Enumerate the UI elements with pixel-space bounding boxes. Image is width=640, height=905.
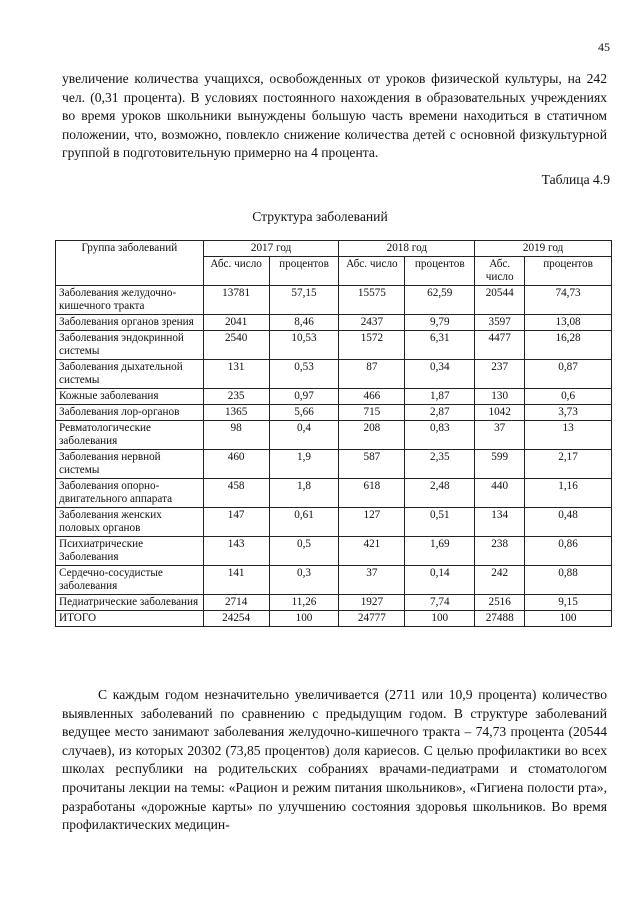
row-disease-name: Сердечно-сосудистые заболевания: [56, 566, 204, 595]
disease-structure-table: [55, 240, 612, 627]
row-value-cell: 16,28: [525, 331, 612, 360]
row-value-cell: 37: [475, 421, 525, 450]
row-value-cell: 238: [475, 537, 525, 566]
row-value-cell: 0,88: [525, 566, 612, 595]
row-disease-name: Заболевания нервной системы: [56, 450, 204, 479]
row-value-cell: 0,53: [269, 360, 339, 389]
row-disease-name: Заболевания женских половых органов: [56, 508, 204, 537]
header-year-2018: 2018 год: [339, 241, 475, 257]
row-value-cell: 134: [475, 508, 525, 537]
row-value-cell: 9,15: [525, 595, 612, 611]
row-value-cell: 2,48: [405, 479, 475, 508]
row-value-cell: 10,53: [269, 331, 339, 360]
row-value-cell: 15575: [339, 286, 405, 315]
row-value-cell: 1927: [339, 595, 405, 611]
table-row: [56, 611, 612, 627]
row-value-cell: 0,6: [525, 389, 612, 405]
table-header-row-years: [56, 241, 612, 257]
row-value-cell: 1,69: [405, 537, 475, 566]
header-year-2017: 2017 год: [203, 241, 339, 257]
row-disease-name: Заболевания дыхательной системы: [56, 360, 204, 389]
row-value-cell: 460: [203, 450, 269, 479]
row-value-cell: 2516: [475, 595, 525, 611]
row-value-cell: 2041: [203, 315, 269, 331]
row-disease-name: Кожные заболевания: [56, 389, 204, 405]
row-value-cell: 3597: [475, 315, 525, 331]
row-value-cell: 2,35: [405, 450, 475, 479]
row-value-cell: 130: [475, 389, 525, 405]
row-value-cell: 57,15: [269, 286, 339, 315]
row-disease-name: ИТОГО: [56, 611, 204, 627]
table-row: [56, 508, 612, 537]
row-value-cell: 127: [339, 508, 405, 537]
paragraph-bottom: С каждым годом незначительно увеличивается (2711 или 10,9 процента) количество выявленных заболеваний по сравнению с предыдущим годом. В структуре заболеваний ведущее место занимают заболевания желудочно-кишечного тракта – 74,73 процента (20544 случаев), из которых 20302 (73,85 процентов) доля кариесов. С целью профилактики во всех школах республики на родительских собраниях врачами-педиатрами и стоматологом прочитаны лекции на темы: «Рацион и режим питания школьников», «Гигиена полости рта», разработаны «дорожные карты» по улучшению состояния здоровья школьников. Во время профилактических медицин-: [62, 687, 607, 833]
row-value-cell: 13781: [203, 286, 269, 315]
row-value-cell: 6,31: [405, 331, 475, 360]
row-value-cell: 0,5: [269, 537, 339, 566]
row-value-cell: 24777: [339, 611, 405, 627]
row-value-cell: 0,51: [405, 508, 475, 537]
row-value-cell: 9,79: [405, 315, 475, 331]
row-value-cell: 599: [475, 450, 525, 479]
table-row: [56, 286, 612, 315]
table-row: [56, 360, 612, 389]
row-value-cell: 1,87: [405, 389, 475, 405]
row-value-cell: 20544: [475, 286, 525, 315]
row-value-cell: 100: [405, 611, 475, 627]
row-disease-name: Заболевания эндокринной системы: [56, 331, 204, 360]
row-value-cell: 2437: [339, 315, 405, 331]
row-value-cell: 24254: [203, 611, 269, 627]
row-value-cell: 0,4: [269, 421, 339, 450]
row-value-cell: 421: [339, 537, 405, 566]
row-value-cell: 440: [475, 479, 525, 508]
row-value-cell: 5,66: [269, 405, 339, 421]
header-pct-2019: процентов: [525, 257, 612, 286]
row-value-cell: 0,34: [405, 360, 475, 389]
header-abs-2018: Абс. число: [339, 257, 405, 286]
row-value-cell: 7,74: [405, 595, 475, 611]
table-title: Структура заболеваний: [252, 209, 388, 224]
row-value-cell: 0,97: [269, 389, 339, 405]
row-value-cell: 3,73: [525, 405, 612, 421]
row-value-cell: 618: [339, 479, 405, 508]
table-row: [56, 566, 612, 595]
header-abs-2019: Абс. число: [475, 257, 525, 286]
row-value-cell: 208: [339, 421, 405, 450]
paragraph-top: увеличение количества учащихся, освобожденных от уроков физической культуры, на 242 чел. (0,31 процента). В условиях постоянного нахождения в образовательных учреждениях во время уроков школьники вынуждены большую часть времени находиться в статичном положении, что, возможно, повлекло снижение количества детей с основной физкультурной группой в подготовительную примерно на 4 процента.: [62, 71, 607, 161]
row-value-cell: 1572: [339, 331, 405, 360]
row-value-cell: 0,87: [525, 360, 612, 389]
table-row: [56, 331, 612, 360]
row-value-cell: 98: [203, 421, 269, 450]
row-value-cell: 100: [269, 611, 339, 627]
row-value-cell: 147: [203, 508, 269, 537]
row-value-cell: 2,87: [405, 405, 475, 421]
row-value-cell: 237: [475, 360, 525, 389]
row-disease-name: Ревматологические заболевания: [56, 421, 204, 450]
row-value-cell: 0,61: [269, 508, 339, 537]
row-value-cell: 466: [339, 389, 405, 405]
row-value-cell: 2,17: [525, 450, 612, 479]
row-value-cell: 141: [203, 566, 269, 595]
row-value-cell: 0,83: [405, 421, 475, 450]
row-value-cell: 8,46: [269, 315, 339, 331]
table-row: [56, 479, 612, 508]
table-row: [56, 315, 612, 331]
row-value-cell: 4477: [475, 331, 525, 360]
table-body: [56, 286, 612, 627]
header-abs-2017: Абс. число: [203, 257, 269, 286]
row-value-cell: 1365: [203, 405, 269, 421]
row-value-cell: 100: [525, 611, 612, 627]
table-row: [56, 537, 612, 566]
row-disease-name: Заболевания опорно-двигательного аппарата: [56, 479, 204, 508]
header-pct-2018: процентов: [405, 257, 475, 286]
table-label: Таблица 4.9: [541, 172, 610, 187]
header-pct-2017: процентов: [269, 257, 339, 286]
table-row: [56, 450, 612, 479]
row-value-cell: 74,73: [525, 286, 612, 315]
row-value-cell: 0,14: [405, 566, 475, 595]
row-value-cell: 0,3: [269, 566, 339, 595]
row-value-cell: 62,59: [405, 286, 475, 315]
header-group: Группа заболеваний: [56, 241, 204, 286]
row-value-cell: 87: [339, 360, 405, 389]
row-value-cell: 1,16: [525, 479, 612, 508]
row-disease-name: Заболевания органов зрения: [56, 315, 204, 331]
row-value-cell: 0,48: [525, 508, 612, 537]
row-value-cell: 715: [339, 405, 405, 421]
row-value-cell: 458: [203, 479, 269, 508]
row-disease-name: Педиатрические заболевания: [56, 595, 204, 611]
row-value-cell: 1,9: [269, 450, 339, 479]
row-value-cell: 131: [203, 360, 269, 389]
table-row: [56, 405, 612, 421]
row-value-cell: 2540: [203, 331, 269, 360]
row-value-cell: 13: [525, 421, 612, 450]
row-value-cell: 13,08: [525, 315, 612, 331]
table-row: [56, 421, 612, 450]
row-value-cell: 143: [203, 537, 269, 566]
row-disease-name: Заболевания лор-органов: [56, 405, 204, 421]
header-year-2019: 2019 год: [475, 241, 612, 257]
page-number: 45: [598, 40, 610, 54]
row-value-cell: 235: [203, 389, 269, 405]
row-value-cell: 2714: [203, 595, 269, 611]
table-row: [56, 389, 612, 405]
row-value-cell: 587: [339, 450, 405, 479]
row-value-cell: 1,8: [269, 479, 339, 508]
row-disease-name: Заболевания желудочно-кишечного тракта: [56, 286, 204, 315]
row-value-cell: 11,26: [269, 595, 339, 611]
row-value-cell: 1042: [475, 405, 525, 421]
row-value-cell: 242: [475, 566, 525, 595]
row-value-cell: 37: [339, 566, 405, 595]
table-row: [56, 595, 612, 611]
row-value-cell: 27488: [475, 611, 525, 627]
row-value-cell: 0,86: [525, 537, 612, 566]
row-disease-name: Психиатрические Заболевания: [56, 537, 204, 566]
